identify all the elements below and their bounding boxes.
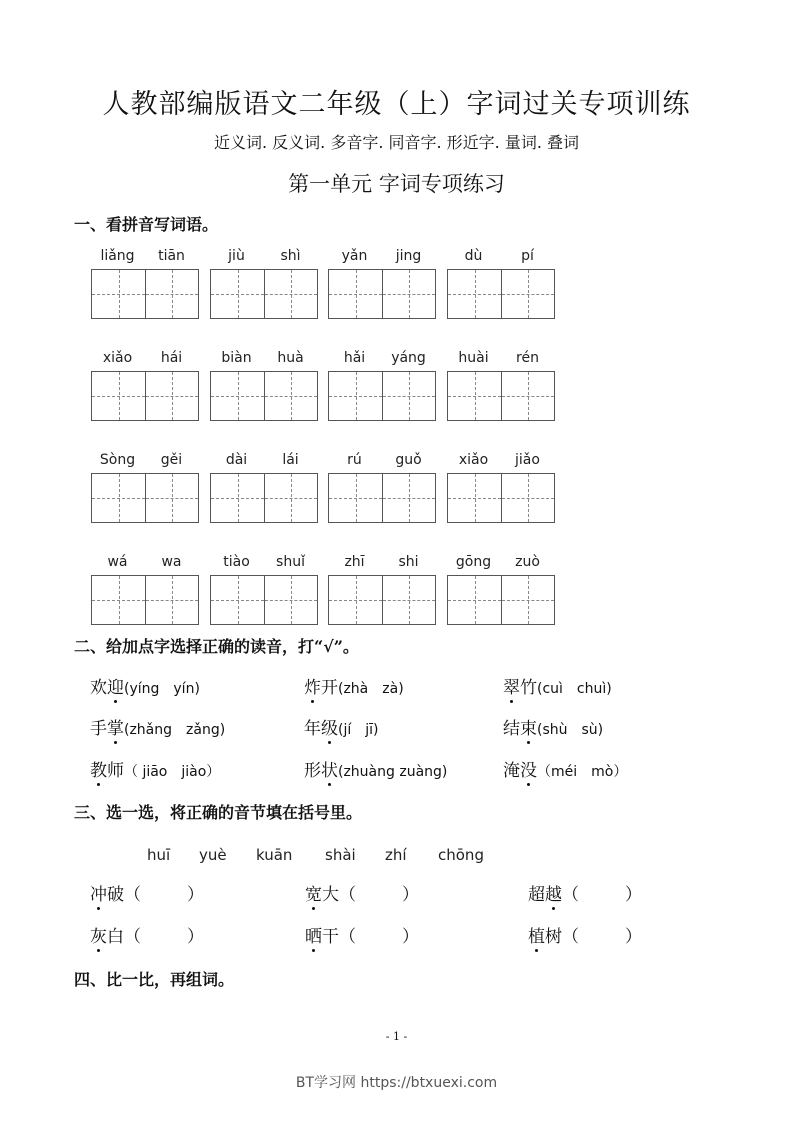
paren-open: （ [124,885,141,905]
pinyin-label: gōng [455,554,492,570]
pinyin-label: biàn [221,350,252,366]
paren-close: ） [187,927,204,947]
pinyin-options[interactable]: (zhà zà) [338,681,404,697]
pinyin-options[interactable]: (jí jī) [338,722,379,738]
dotted-character: 冲 [90,880,107,905]
pronunciation-item [503,756,627,781]
writing-cell[interactable] [264,474,317,522]
section2-heading: 二、给加点字选择正确的读音，打“√”。 [74,637,359,656]
pinyin-options[interactable]: (cuì chuì) [537,681,612,697]
section4-heading: 四、比一比，再组词。 [74,970,235,989]
fill-item [90,922,204,947]
syllable-option: zhí [385,846,407,864]
writing-cell[interactable] [264,372,317,420]
dotted-character: 状 [321,756,338,781]
writing-cell[interactable] [264,576,317,624]
character: 淹 [503,761,520,781]
fill-item [528,880,642,905]
writing-cell[interactable] [448,372,501,420]
writing-box-pair [328,575,436,625]
paren-open: （ [339,885,356,905]
pinyin-options[interactable]: （méi mò） [537,764,628,780]
paren-open: （ [124,927,141,947]
pinyin-label: yáng [391,350,426,366]
writing-cell[interactable] [211,474,264,522]
pronunciation-item [304,673,404,698]
fill-item [528,922,642,947]
writing-box-pair [91,473,199,523]
dotted-character: 教 [90,756,107,781]
character: 干 [322,927,339,947]
dotted-character: 越 [545,880,562,905]
writing-cell[interactable] [145,372,198,420]
answer-blank[interactable] [124,922,204,947]
writing-cell[interactable] [448,474,501,522]
dotted-character: 灰 [90,922,107,947]
paren-open: （ [562,885,579,905]
character: 树 [545,927,562,947]
pronunciation-item [90,756,220,781]
writing-cell[interactable] [501,474,554,522]
pinyin-label: shuǐ [276,554,305,570]
writing-cell[interactable] [92,474,145,522]
syllable-option: chōng [438,846,484,864]
writing-cell[interactable] [211,576,264,624]
writing-cell[interactable] [264,270,317,318]
pinyin-label: yǎn [341,248,368,264]
section3-heading: 三、选一选，将正确的音节填在括号里。 [74,803,363,822]
paren-close: ） [187,885,204,905]
pinyin-label: shì [280,248,301,264]
writing-cell[interactable] [92,372,145,420]
character: 超 [528,885,545,905]
dotted-character: 级 [321,714,338,739]
pronunciation-item [503,673,612,698]
pinyin-label: lái [282,452,299,468]
writing-cell[interactable] [448,270,501,318]
pinyin-label: zuò [515,554,540,570]
pinyin-label: hǎi [343,350,366,366]
paren-close: ） [625,927,642,947]
pinyin-label: huài [458,350,489,366]
dotted-character: 迎 [107,673,124,698]
writing-cell[interactable] [501,372,554,420]
pinyin-label: gěi [160,452,183,468]
pinyin-options[interactable]: (zhuàng zuàng) [338,764,448,780]
writing-cell[interactable] [382,474,435,522]
character: 师 [107,761,124,781]
answer-blank[interactable] [562,922,642,947]
pinyin-options[interactable]: (shù sù) [537,722,604,738]
pinyin-label: Sòng [99,452,136,468]
pronunciation-item [304,714,378,739]
dotted-character: 翠 [503,673,520,698]
writing-box-pair [447,269,555,319]
pinyin-label: guǒ [395,452,422,468]
dotted-character: 宽 [305,880,322,905]
unit-title: 第一单元 字词专项练习 [288,172,505,196]
writing-box-pair [447,575,555,625]
writing-box-pair [447,371,555,421]
fill-item [305,922,419,947]
writing-cell[interactable] [382,576,435,624]
character: 白 [107,927,124,947]
answer-blank[interactable] [339,880,419,905]
pinyin-label: xiǎo [458,452,489,468]
writing-cell[interactable] [448,576,501,624]
writing-cell[interactable] [145,576,198,624]
fill-item [90,880,204,905]
document-subtitle: 近义词. 反义词. 多音字. 同音字. 形近字. 量词. 叠词 [213,133,580,152]
pinyin-label: tiào [223,554,250,570]
writing-cell[interactable] [211,372,264,420]
fill-item [305,880,419,905]
syllable-option: kuān [256,846,293,864]
paren-close: ） [402,885,419,905]
writing-box-pair [210,269,318,319]
character: 结 [503,719,520,739]
character: 欢 [90,678,107,698]
answer-blank[interactable] [124,880,204,905]
writing-cell[interactable] [92,576,145,624]
writing-cell[interactable] [145,270,198,318]
writing-cell[interactable] [329,474,382,522]
pronunciation-item [304,756,447,781]
pinyin-options[interactable]: (zhǎng zǎng) [124,722,226,738]
syllable-option: yuè [199,846,227,864]
dotted-character: 掌 [107,714,124,739]
pinyin-options[interactable]: (yíng yín) [124,681,200,697]
writing-cell[interactable] [382,270,435,318]
pinyin-label: rú [347,452,362,468]
writing-cell[interactable] [329,270,382,318]
dotted-character: 晒 [305,922,322,947]
pinyin-label: wa [161,554,182,570]
pinyin-label: shi [398,554,419,570]
pronunciation-item [503,714,603,739]
pronunciation-item [90,673,200,698]
pinyin-label: zhī [344,554,365,570]
pinyin-label: dài [225,452,248,468]
writing-cell[interactable] [501,576,554,624]
paren-close: ） [625,885,642,905]
paren-open: （ [339,927,356,947]
page-number: - 1 - [385,1030,408,1043]
syllable-option: huī [147,846,171,864]
writing-cell[interactable] [501,270,554,318]
syllable-option: shài [325,846,356,864]
pinyin-label: tiān [158,248,185,264]
writing-cell[interactable] [92,270,145,318]
paren-open: （ [562,927,579,947]
pinyin-label: wá [107,554,128,570]
pinyin-label: pí [521,248,534,264]
writing-cell[interactable] [145,474,198,522]
pinyin-label: dù [464,248,483,264]
section1-heading: 一、看拼音写词语。 [74,215,219,234]
character: 年 [304,719,321,739]
pinyin-label: huà [277,350,304,366]
writing-box-pair [328,371,436,421]
answer-blank[interactable] [339,922,419,947]
character: 大 [322,885,339,905]
writing-box-pair [210,575,318,625]
dotted-character: 植 [528,922,545,947]
writing-box-pair [328,473,436,523]
pinyin-label: xiǎo [102,350,133,366]
character: 开 [321,678,338,698]
character: 竹 [520,678,537,698]
writing-box-pair [210,473,318,523]
pronunciation-item [90,714,225,739]
pinyin-label: jing [395,248,422,264]
writing-cell[interactable] [329,576,382,624]
writing-box-pair [91,269,199,319]
document-title: 人教部编版语文二年级（上）字词过关专项训练 [102,89,691,120]
writing-box-pair [447,473,555,523]
watermark: BT学习网 https://btxuexi.com [295,1075,498,1091]
writing-cell[interactable] [329,372,382,420]
paren-close: ） [402,927,419,947]
character: 手 [90,719,107,739]
writing-box-pair [328,269,436,319]
writing-box-pair [91,371,199,421]
pinyin-label: jiù [228,248,245,264]
writing-box-pair [210,371,318,421]
writing-cell[interactable] [382,372,435,420]
pinyin-label: liǎng [100,248,135,264]
pinyin-label: rén [516,350,539,366]
writing-box-pair [91,575,199,625]
dotted-character: 炸 [304,673,321,698]
answer-blank[interactable] [562,880,642,905]
character: 破 [107,885,124,905]
character: 形 [304,761,321,781]
pinyin-options[interactable]: （ jiāo jiào） [124,764,221,780]
writing-cell[interactable] [211,270,264,318]
dotted-character: 束 [520,714,537,739]
pinyin-label: jiǎo [515,452,540,468]
dotted-character: 没 [520,756,537,781]
pinyin-label: hái [160,350,183,366]
